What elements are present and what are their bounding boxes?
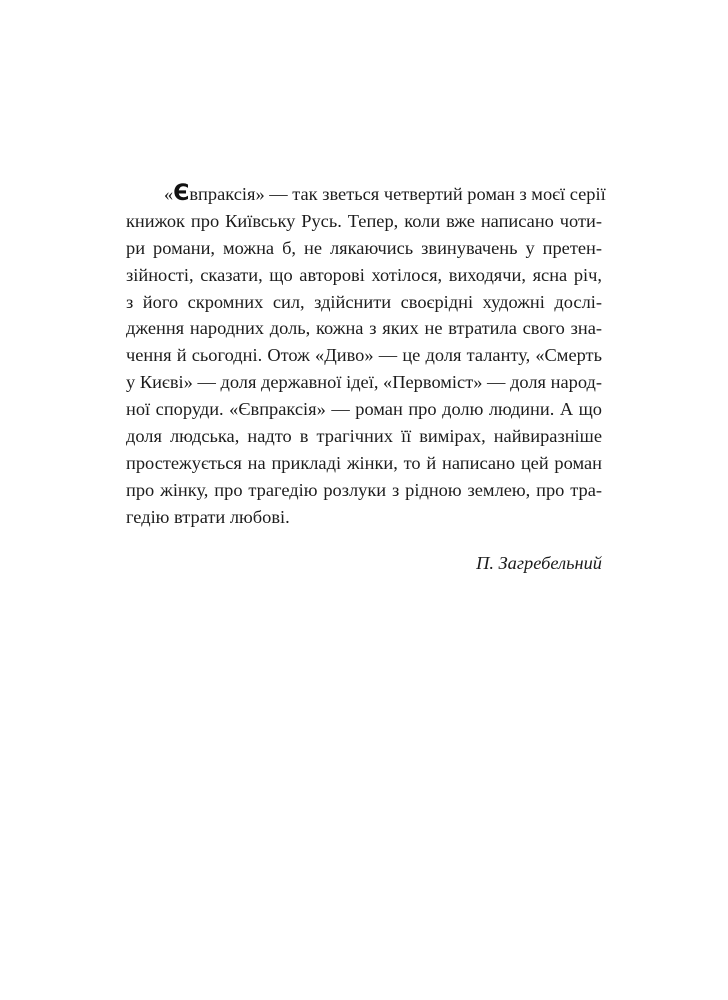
paragraph-line-13: гедію втрати любові. <box>126 506 290 527</box>
paragraph-line-6: дження народних доль, кожна з яких не втратила свого зна- <box>126 318 602 339</box>
paragraph-line-7: чення й сьогодні. Отож «Диво» — це доля таланту, «Смерть <box>126 345 602 366</box>
paragraph-line-5: з його скромних сил, здійснити своєрідні художні дослі- <box>126 291 602 312</box>
paragraph-line-2: книжок про Київську Русь. Тепер, коли вже написано чоти- <box>126 210 602 231</box>
foreword-paragraph <box>126 181 606 531</box>
paragraph-line-8: у Києві» — доля державної ідеї, «Первоміст» — доля народ- <box>126 372 602 393</box>
first-line-text: впраксія» — так зветься четвертий роман з моєї серії <box>189 184 606 204</box>
paragraph-line-11: простежується на прикладі жінки, то й написано цей роман <box>126 452 602 473</box>
paragraph-line-1 <box>126 181 606 208</box>
paragraph-line-12: про жінку, про трагедію розлуки з рідною землею, про тра- <box>126 479 602 500</box>
author-signature: П. Загребельний <box>476 553 602 573</box>
drop-cap-letter: Є <box>173 181 190 206</box>
opening-quote: « <box>164 184 174 204</box>
paragraph-line-3: ри романи, можна б, не лякаючись звинувачень у претен- <box>126 237 602 258</box>
paragraph-line-10: доля людська, надто в трагічних її вимірах, найвиразніше <box>126 426 602 447</box>
paragraph-line-4: зійності, сказати, що авторові хотілося, виходячи, ясна річ, <box>126 264 602 285</box>
paragraph-line-9: ної споруди. «Євпраксія» — роман про долю людини. А що <box>126 399 602 420</box>
